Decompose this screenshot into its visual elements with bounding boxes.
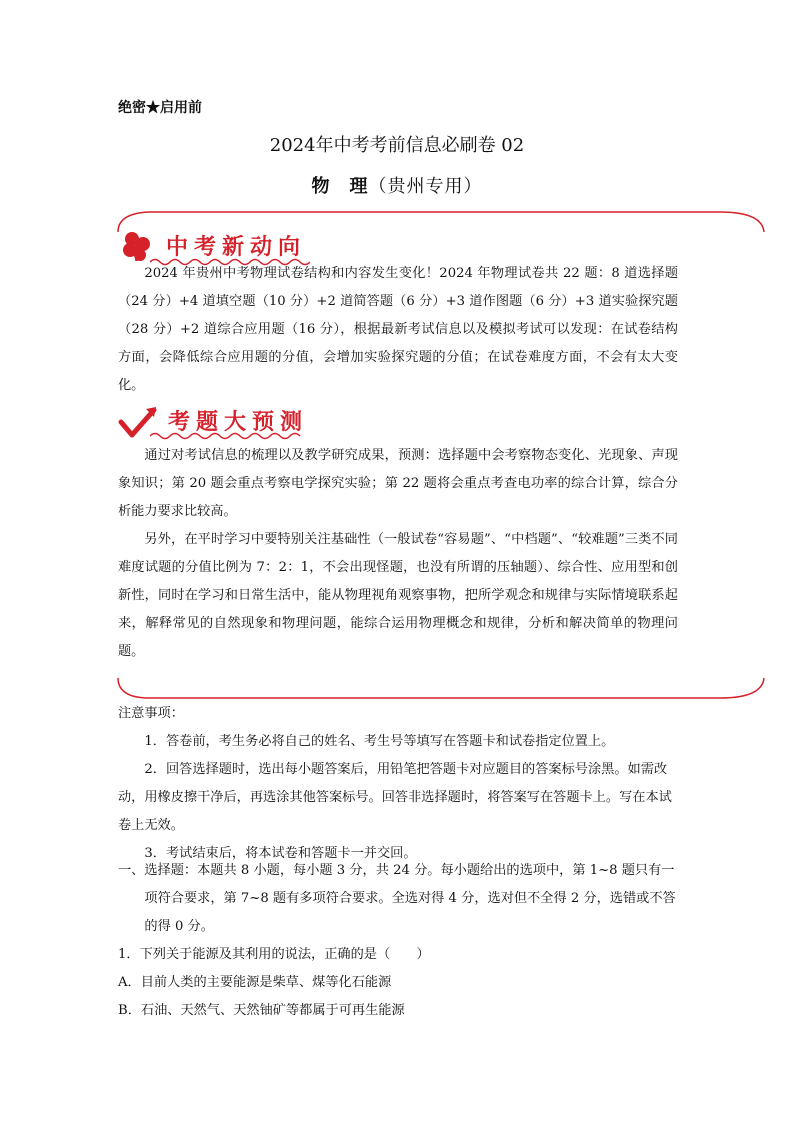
note-item: 3．考试结束后，将本试卷和答题卡一并交回。 xyxy=(144,846,417,861)
predictions-paragraph: 通过对考试信息的梳理以及教学研究成果，预测：选择题中会考察物态变化、光现象、声现象知识；第 20 题会重点考察电学探究实验；第 22 题将会重点考查电功率的综合计算，综合分析能力要求比较高。 另外，在平时学习中要特别关注基础性（一般试卷“容易题”、“中档题”、“较难题”三类不同难度试题的分值比例为 7：2：1，不会出现怪题，也没有所谓的压轴题）、综合性、应用型和创新性，同时在学习和日常生活中，能从物理视角观察事物，把所学观念和规律与实际情境联系起来，解释常见的自然现象和物理问题，能综合运用物理概念和规律，分析和解决简单的物理问题。 xyxy=(118,448,678,659)
notes-heading: 注意事项： xyxy=(118,706,184,721)
note-item: 1．答卷前，考生务必将自己的姓名、考生号等填写在答题卡和试卷指定位置上。 xyxy=(144,734,615,749)
exam-notes xyxy=(118,700,678,868)
confidential-label: 绝密★启用前 xyxy=(118,100,202,116)
subject-name: 物 理 xyxy=(311,176,369,197)
part1-section xyxy=(118,857,678,1025)
note-item: 2．回答选择题时，选出每小题答案后，用铅笔把答题卡对应题目的答案标号涂黑。如需改动，用橡皮擦干净后，再选涂其他答案标号。回答非选择题时，将答案写在答题卡上。写在本试卷上无效。 xyxy=(118,762,672,833)
subject-note: （贵州专用） xyxy=(368,176,483,197)
section-heading-predictions: 考题大预测 xyxy=(168,410,309,435)
option-a: A．目前人类的主要能源是柴草、煤等化石能源 xyxy=(118,975,392,990)
section-heading-new-trends: 中考新动向 xyxy=(166,235,307,260)
new-trends-paragraph: 2024 年贵州中考物理试卷结构和内容发生变化！2024 年物理试卷共 22 题：8 道选择题（24 分）+4 道填空题（10 分）+2 道简答题（6 分）+3 道作图题（6 分）+3 道实验探究题（28 分）+2 道综合应用题（16 分），根据最新考试信息以及模拟考试可以发现：在试卷结构方面，会降低综合应用题的分值，会增加实验探究题的分值；在试卷难度方面，不会有太大变化。 xyxy=(118,266,678,393)
page-subtitle xyxy=(0,172,794,198)
option-b: B．石油、天然气、天然铀矿等都属于可再生能源 xyxy=(118,1003,405,1018)
part1-heading: 一、选择题：本题共 8 小题，每小题 3 分，共 24 分。每小题给出的选项中，第 1~8 题只有一项符合要求，第 7~8 题有多项符合要求。全选对得 4 分，选对但不全得 2 分，选错或不答的得 0 分。 xyxy=(118,863,676,934)
page-title: 2024年中考考前信息必刷卷 02 xyxy=(269,135,525,156)
question-1: 1．下列关于能源及其利用的说法，正确的是（ ） xyxy=(118,947,430,962)
wavy-underline xyxy=(150,431,302,441)
